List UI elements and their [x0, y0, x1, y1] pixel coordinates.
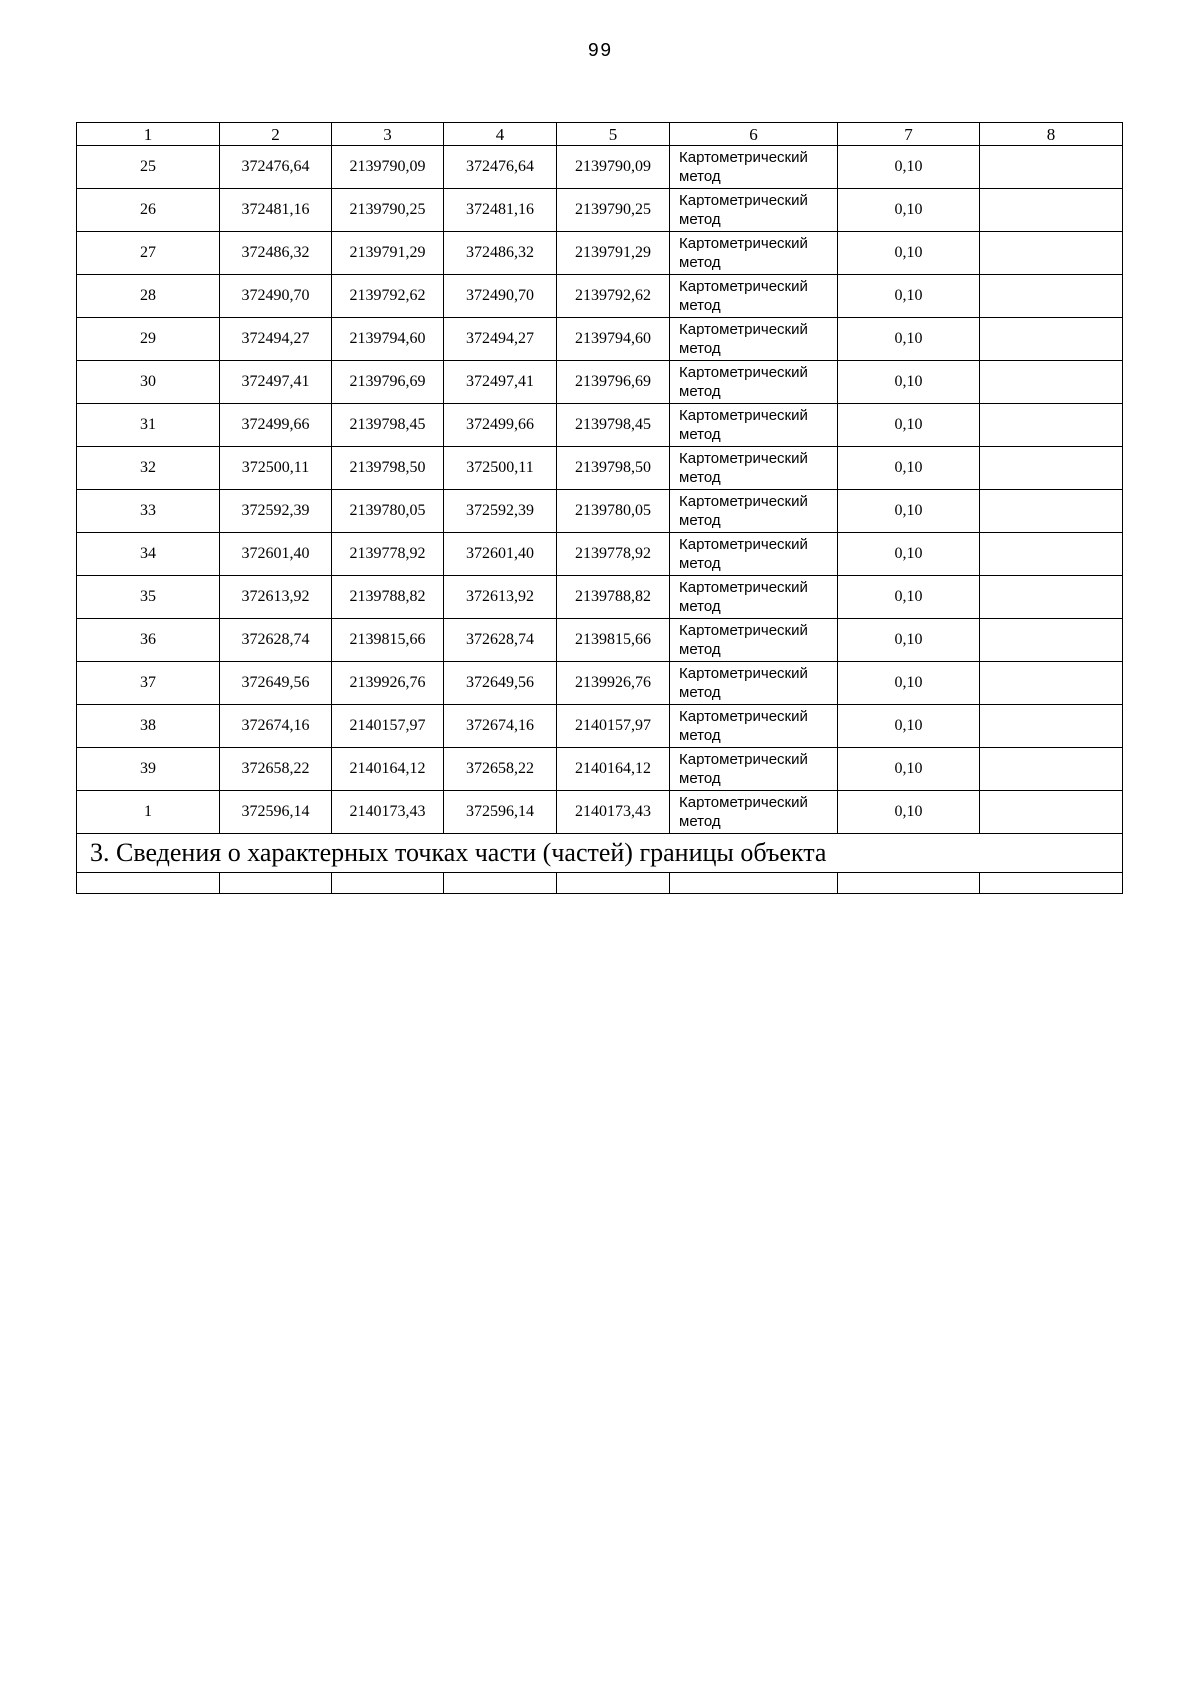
empty-cell	[77, 873, 220, 894]
page-number: 99	[587, 40, 613, 62]
note-cell	[980, 662, 1123, 705]
method-cell	[670, 189, 838, 232]
column-number: 7	[838, 123, 980, 146]
x-coordinate-cell: 372596,14	[220, 791, 332, 834]
x-coordinate-cell: 372592,39	[220, 490, 332, 533]
y-coordinate-cell: 2140173,43	[332, 791, 444, 834]
point-number-cell: 31	[77, 404, 220, 447]
note-cell	[980, 619, 1123, 662]
section-title: 3. Сведения о характерных точках части (частей) границы объекта	[77, 834, 1123, 873]
y-coordinate-cell: 2139780,05	[332, 490, 444, 533]
y-coordinate-cell: 2139792,62	[332, 275, 444, 318]
method-line: метод	[679, 813, 721, 830]
method-line: метод	[679, 555, 721, 572]
accuracy-cell: 0,10	[838, 791, 980, 834]
column-number: 5	[557, 123, 670, 146]
x-coordinate-cell: 372481,16	[444, 189, 557, 232]
x-coordinate-cell: 372490,70	[220, 275, 332, 318]
y-coordinate-cell: 2139790,25	[332, 189, 444, 232]
method-cell	[670, 705, 838, 748]
method-line: Картометрический	[679, 192, 808, 209]
y-coordinate-cell: 2140157,97	[557, 705, 670, 748]
y-coordinate-cell: 2139778,92	[332, 533, 444, 576]
x-coordinate-cell: 372497,41	[444, 361, 557, 404]
y-coordinate-cell: 2139815,66	[332, 619, 444, 662]
empty-cell	[670, 873, 838, 894]
point-number-cell: 34	[77, 533, 220, 576]
method-line: метод	[679, 727, 721, 744]
method-cell	[670, 318, 838, 361]
point-number-cell: 29	[77, 318, 220, 361]
method-line: Картометрический	[679, 493, 808, 510]
x-coordinate-cell: 372497,41	[220, 361, 332, 404]
y-coordinate-cell: 2139798,45	[332, 404, 444, 447]
x-coordinate-cell: 372476,64	[220, 146, 332, 189]
y-coordinate-cell: 2139791,29	[332, 232, 444, 275]
method-line: метод	[679, 383, 721, 400]
column-number: 8	[980, 123, 1123, 146]
accuracy-cell: 0,10	[838, 748, 980, 791]
x-coordinate-cell: 372613,92	[444, 576, 557, 619]
column-number: 6	[670, 123, 838, 146]
accuracy-cell: 0,10	[838, 447, 980, 490]
method-line: Картометрический	[679, 708, 808, 725]
method-line: метод	[679, 598, 721, 615]
table-row	[77, 232, 1123, 275]
note-cell	[980, 447, 1123, 490]
method-line: Картометрический	[679, 536, 808, 553]
empty-cell	[220, 873, 332, 894]
empty-cell	[557, 873, 670, 894]
y-coordinate-cell: 2139926,76	[557, 662, 670, 705]
method-line: метод	[679, 211, 721, 228]
empty-cell	[838, 873, 980, 894]
note-cell	[980, 490, 1123, 533]
empty-row	[77, 873, 1123, 894]
accuracy-cell: 0,10	[838, 404, 980, 447]
method-line: Картометрический	[679, 235, 808, 252]
table-row	[77, 748, 1123, 791]
y-coordinate-cell: 2139790,09	[332, 146, 444, 189]
point-number-cell: 30	[77, 361, 220, 404]
method-line: Картометрический	[679, 278, 808, 295]
accuracy-cell: 0,10	[838, 490, 980, 533]
accuracy-cell: 0,10	[838, 189, 980, 232]
note-cell	[980, 146, 1123, 189]
method-cell	[670, 791, 838, 834]
method-cell	[670, 447, 838, 490]
empty-cell	[332, 873, 444, 894]
column-number-row	[77, 123, 1123, 146]
accuracy-cell: 0,10	[838, 619, 980, 662]
y-coordinate-cell: 2140157,97	[332, 705, 444, 748]
x-coordinate-cell: 372658,22	[444, 748, 557, 791]
method-line: Картометрический	[679, 321, 808, 338]
x-coordinate-cell: 372499,66	[444, 404, 557, 447]
y-coordinate-cell: 2139788,82	[557, 576, 670, 619]
method-line: метод	[679, 254, 721, 271]
accuracy-cell: 0,10	[838, 361, 980, 404]
method-line: Картометрический	[679, 751, 808, 768]
point-number-cell: 37	[77, 662, 220, 705]
note-cell	[980, 705, 1123, 748]
x-coordinate-cell: 372674,16	[220, 705, 332, 748]
point-number-cell: 1	[77, 791, 220, 834]
boundary-points-table	[76, 122, 1123, 894]
method-line: метод	[679, 297, 721, 314]
method-line: Картометрический	[679, 450, 808, 467]
accuracy-cell: 0,10	[838, 662, 980, 705]
method-cell	[670, 748, 838, 791]
y-coordinate-cell: 2140173,43	[557, 791, 670, 834]
point-number-cell: 32	[77, 447, 220, 490]
x-coordinate-cell: 372494,27	[444, 318, 557, 361]
table-row	[77, 705, 1123, 748]
note-cell	[980, 576, 1123, 619]
column-number: 3	[332, 123, 444, 146]
method-cell	[670, 662, 838, 705]
y-coordinate-cell: 2139796,69	[332, 361, 444, 404]
x-coordinate-cell: 372499,66	[220, 404, 332, 447]
method-line: Картометрический	[679, 665, 808, 682]
x-coordinate-cell: 372500,11	[444, 447, 557, 490]
note-cell	[980, 275, 1123, 318]
x-coordinate-cell: 372628,74	[220, 619, 332, 662]
method-line: Картометрический	[679, 407, 808, 424]
table-row	[77, 146, 1123, 189]
point-number-cell: 33	[77, 490, 220, 533]
table-row	[77, 533, 1123, 576]
x-coordinate-cell: 372649,56	[220, 662, 332, 705]
note-cell	[980, 791, 1123, 834]
column-number: 1	[77, 123, 220, 146]
method-line: метод	[679, 684, 721, 701]
y-coordinate-cell: 2139798,50	[557, 447, 670, 490]
table-row	[77, 447, 1123, 490]
y-coordinate-cell: 2140164,12	[557, 748, 670, 791]
y-coordinate-cell: 2139790,09	[557, 146, 670, 189]
table-row	[77, 619, 1123, 662]
table-row	[77, 361, 1123, 404]
point-number-cell: 28	[77, 275, 220, 318]
table-row	[77, 275, 1123, 318]
x-coordinate-cell: 372500,11	[220, 447, 332, 490]
accuracy-cell: 0,10	[838, 705, 980, 748]
table-row	[77, 189, 1123, 232]
x-coordinate-cell: 372601,40	[220, 533, 332, 576]
method-line: метод	[679, 168, 721, 185]
point-number-cell: 39	[77, 748, 220, 791]
method-line: Картометрический	[679, 794, 808, 811]
method-line: метод	[679, 770, 721, 787]
y-coordinate-cell: 2139815,66	[557, 619, 670, 662]
x-coordinate-cell: 372658,22	[220, 748, 332, 791]
point-number-cell: 35	[77, 576, 220, 619]
accuracy-cell: 0,10	[838, 232, 980, 275]
y-coordinate-cell: 2139788,82	[332, 576, 444, 619]
method-line: метод	[679, 426, 721, 443]
table-row	[77, 404, 1123, 447]
x-coordinate-cell: 372601,40	[444, 533, 557, 576]
method-line: Картометрический	[679, 149, 808, 166]
x-coordinate-cell: 372674,16	[444, 705, 557, 748]
note-cell	[980, 748, 1123, 791]
x-coordinate-cell: 372649,56	[444, 662, 557, 705]
note-cell	[980, 533, 1123, 576]
accuracy-cell: 0,10	[838, 576, 980, 619]
method-cell	[670, 490, 838, 533]
x-coordinate-cell: 372494,27	[220, 318, 332, 361]
note-cell	[980, 404, 1123, 447]
x-coordinate-cell: 372476,64	[444, 146, 557, 189]
table-row	[77, 791, 1123, 834]
accuracy-cell: 0,10	[838, 146, 980, 189]
table-row	[77, 490, 1123, 533]
x-coordinate-cell: 372490,70	[444, 275, 557, 318]
y-coordinate-cell: 2139792,62	[557, 275, 670, 318]
y-coordinate-cell: 2139791,29	[557, 232, 670, 275]
point-number-cell: 36	[77, 619, 220, 662]
method-line: метод	[679, 469, 721, 486]
method-line: Картометрический	[679, 364, 808, 381]
x-coordinate-cell: 372486,32	[220, 232, 332, 275]
point-number-cell: 27	[77, 232, 220, 275]
column-number: 2	[220, 123, 332, 146]
x-coordinate-cell: 372486,32	[444, 232, 557, 275]
column-number: 4	[444, 123, 557, 146]
method-line: Картометрический	[679, 622, 808, 639]
y-coordinate-cell: 2139926,76	[332, 662, 444, 705]
y-coordinate-cell: 2139798,50	[332, 447, 444, 490]
method-cell	[670, 232, 838, 275]
y-coordinate-cell: 2139780,05	[557, 490, 670, 533]
table-row	[77, 318, 1123, 361]
x-coordinate-cell: 372592,39	[444, 490, 557, 533]
y-coordinate-cell: 2139778,92	[557, 533, 670, 576]
method-line: метод	[679, 340, 721, 357]
point-number-cell: 26	[77, 189, 220, 232]
note-cell	[980, 232, 1123, 275]
method-cell	[670, 361, 838, 404]
method-cell	[670, 576, 838, 619]
note-cell	[980, 361, 1123, 404]
x-coordinate-cell: 372613,92	[220, 576, 332, 619]
method-cell	[670, 146, 838, 189]
empty-cell	[980, 873, 1123, 894]
method-cell	[670, 533, 838, 576]
table-row	[77, 576, 1123, 619]
empty-cell	[444, 873, 557, 894]
y-coordinate-cell: 2139796,69	[557, 361, 670, 404]
method-cell	[670, 619, 838, 662]
section-heading-row	[77, 834, 1123, 873]
point-number-cell: 25	[77, 146, 220, 189]
note-cell	[980, 318, 1123, 361]
method-line: метод	[679, 512, 721, 529]
y-coordinate-cell: 2140164,12	[332, 748, 444, 791]
method-cell	[670, 275, 838, 318]
x-coordinate-cell: 372628,74	[444, 619, 557, 662]
table-row	[77, 662, 1123, 705]
y-coordinate-cell: 2139794,60	[332, 318, 444, 361]
method-line: метод	[679, 641, 721, 658]
accuracy-cell: 0,10	[838, 533, 980, 576]
point-number-cell: 38	[77, 705, 220, 748]
method-cell	[670, 404, 838, 447]
y-coordinate-cell: 2139798,45	[557, 404, 670, 447]
method-line: Картометрический	[679, 579, 808, 596]
y-coordinate-cell: 2139794,60	[557, 318, 670, 361]
accuracy-cell: 0,10	[838, 275, 980, 318]
accuracy-cell: 0,10	[838, 318, 980, 361]
x-coordinate-cell: 372596,14	[444, 791, 557, 834]
note-cell	[980, 189, 1123, 232]
x-coordinate-cell: 372481,16	[220, 189, 332, 232]
y-coordinate-cell: 2139790,25	[557, 189, 670, 232]
